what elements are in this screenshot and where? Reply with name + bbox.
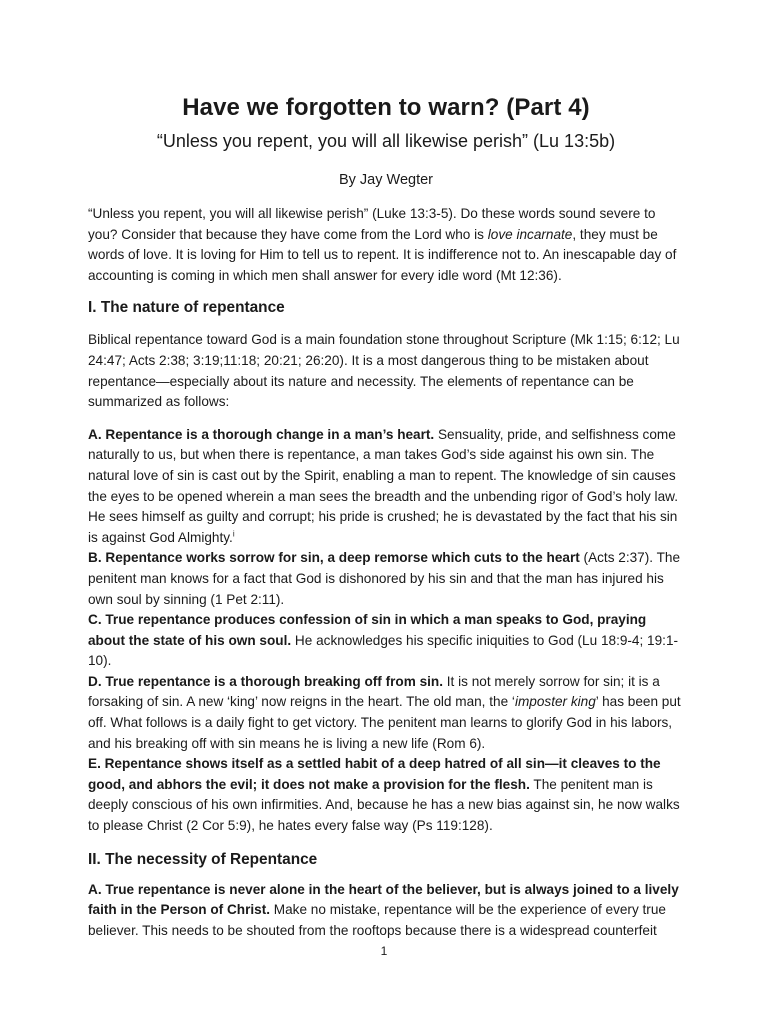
point-c: C. True repentance produces confession of sin in which a man speaks to God, praying about the state of his own soul. He acknowledges his specific iniquities to God (Lu 18:9-4; 19:1-10). xyxy=(88,612,679,669)
emphasis: love incarnate xyxy=(487,226,573,242)
emphasis: imposter king xyxy=(514,694,596,710)
document-page xyxy=(88,92,684,941)
point-d: D. True repentance is a thorough breaking off from sin. It is not merely sorrow for sin; it is a forsaking of sin. A new ‘king’ now reigns in the heart. The old man, the ‘imposter king’ has been put off. What follows is a daily fight to get victory. The penitent man learns to glorify God in his labors, and his breaking off with sin means he is living a new life (Rom 6). xyxy=(88,673,681,751)
section-heading-nature: I. The nature of repentance xyxy=(88,299,285,317)
page-number: 1 xyxy=(380,944,388,958)
point-b: B. Repentance works sorrow for sin, a deep remorse which cuts to the heart (Acts 2:37). The penitent man knows for a fact that God is dishonored by his sin and that the man has injured his own soul by sinning (1 Pet 2:11). xyxy=(88,550,680,607)
point-e: E. Repentance shows itself as a settled habit of a deep hatred of all sin—it cleaves to the good, and abhors the evil; it does not make a provision for the flesh. The penitent man is deeply conscious of his own infirmities. And, because he has a new bias against sin, he now walks to please Christ (2 Cor 5:9), he hates every false way (Ps 119:128). xyxy=(88,756,680,834)
endnote-marker[interactable]: i xyxy=(232,529,235,539)
document-subtitle: “Unless you repent, you will all likewise perish” (Lu 13:5b) xyxy=(156,131,616,151)
intro-paragraph: “Unless you repent, you will all likewise perish” (Luke 13:3-5). Do these words sound severe to you? Consider that because they have come from the Lord who is love incarnate, they must be words of love. It is loving for Him to tell us to repent. It is indifference not to. An inescapable day of accounting is coming in which men shall answer for every idle word (Mt 12:36). xyxy=(88,206,677,283)
document-title: Have we forgotten to warn? (Part 4) xyxy=(182,94,590,121)
section-heading-necessity: II. The necessity of Repentance xyxy=(88,850,318,868)
section2-point-a: A. True repentance is never alone in the heart of the believer, but is always joined to a lively faith in the Person of Christ. Make no mistake, repentance will be the experience of every true believer. This needs to be shouted from the rooftops because there is a widespread counterfeit xyxy=(88,881,679,938)
section-intro-paragraph: Biblical repentance toward God is a main foundation stone throughout Scripture (Mk 1:15; 6:12; Lu 24:47; Acts 2:38; 3:19;11:18; 20:21; 26:20). It is a most dangerous thing to be mistaken about repentance—especially about its nature and necessity. The elements of repentance can be summarized as follows: xyxy=(88,332,680,410)
point-a: A. Repentance is a thorough change in a man’s heart. Sensuality, pride, and selfishness come naturally to us, but when there is repentance, a man takes God’s side against his own sin. The natural love of sin is cast out by the Spirit, enabling a man to repent. The knowledge of sin causes the eyes to be opened wherein a man sees the breadth and the unbending rigor of God’s holy law. He sees himself as guilty and corrupt; his pride is crushed; he is devastated by the fact that his sin is against God Almighty.$^i$ xyxy=(88,426,678,545)
author-byline: By Jay Wegter xyxy=(338,172,434,188)
